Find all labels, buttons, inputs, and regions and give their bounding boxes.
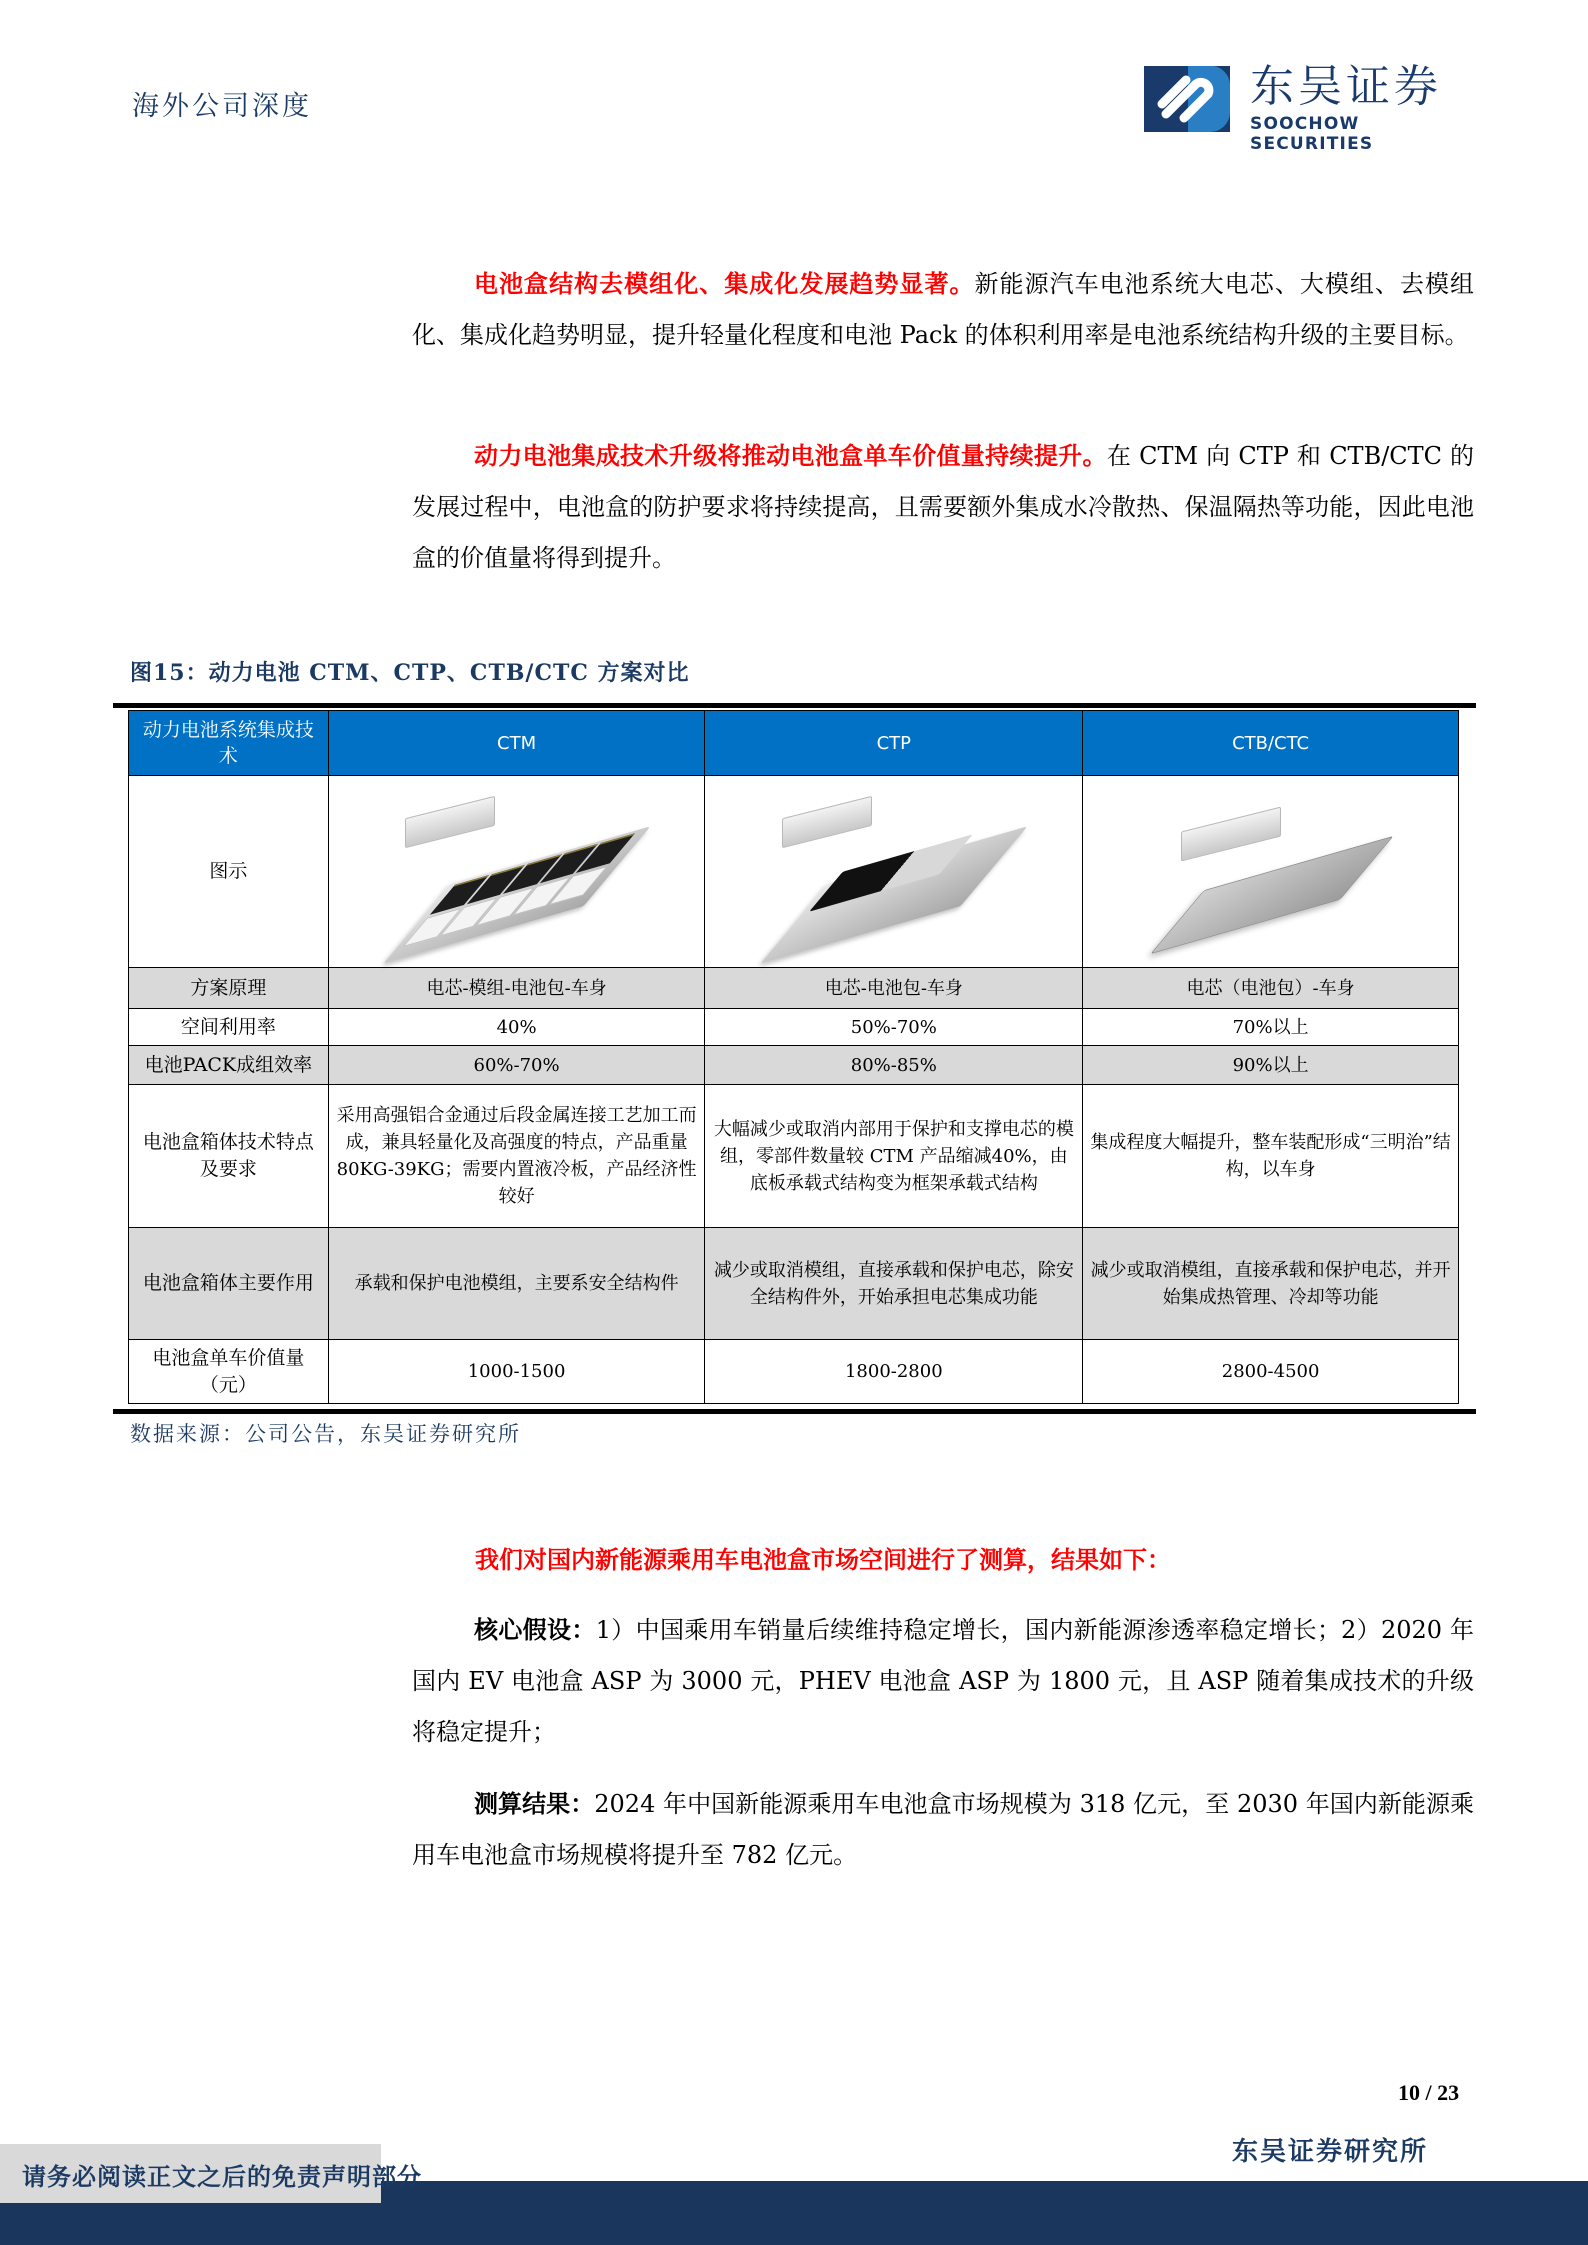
disclaimer-text: 请务必阅读正文之后的免责声明部分 [22,2162,422,2191]
row-label: 电池盒单车价值量（元） [129,1340,329,1404]
table-cell: 70%以上 [1083,1009,1459,1046]
row-label: 空间利用率 [129,1009,329,1046]
ctp-battery-illustration [764,797,1024,947]
table-cell: 减少或取消模组，直接承载和保护电芯，除安全结构件外，开始承担电芯集成功能 [705,1228,1083,1340]
paragraph-value-increase [412,430,1474,584]
soochow-logo-mark-icon [1144,64,1234,134]
table-header-row [129,711,1459,776]
page-number: 10 / 23 [1398,2080,1460,2105]
table-cell: 减少或取消模组，直接承载和保护电芯，并开始集成热管理、冷却等功能 [1083,1228,1459,1340]
row-label: 电池PACK成组效率 [129,1046,329,1085]
column-header: CTP [705,711,1083,776]
table-row [129,968,1459,1009]
report-section-title: 海外公司深度 [132,91,312,122]
table-row [129,1009,1459,1046]
table-cell: 50%-70% [705,1009,1083,1046]
paragraph-estimation-results [412,1778,1474,1881]
paragraph-text: 2024 年中国新能源乘用车电池盒市场规模为 318 亿元，至 2030 年国内新能源乘用车电池盒市场规模将提升至 782 亿元。 [412,1790,1475,1869]
table-cell: 大幅减少或取消内部用于保护和支撑电芯的模组，零部件数量较 CTM 产品缩减40%，由底板承载式结构变为框架承载式结构 [705,1085,1083,1228]
paragraph-label: 核心假设： [474,1615,596,1644]
paragraph-text: 在 CTM 向 CTP 和 CTB/CTC 的发展过程中，电池盒的防护要求将持续提高，且需要额外集成水冷散热、保温隔热等功能，因此电池盒的价值量将得到提升。 [412,442,1474,572]
battery-tray-shape [760,826,1027,963]
table-cell: 1000-1500 [328,1340,705,1404]
battery-lid-shape [1181,806,1281,861]
paragraph-text: 1）中国乘用车销量后续维持稳定增长，国内新能源渗透率稳定增长；2）2020 年国内 EV 电池盒 ASP 为 3000 元，PHEV 电池盒 ASP 为 1800 元，且 ASP 随着集成技术的升级将稳定提升； [412,1616,1475,1746]
table-cell: 承载和保护电池模组，主要系安全结构件 [328,1228,705,1340]
estimation-heading: 我们对国内新能源乘用车电池盒市场空间进行了测算，结果如下： [475,1545,1171,1574]
ctb-battery-illustration [1141,797,1401,947]
row-label: 电池盒箱体主要作用 [129,1228,329,1340]
table-cell: 采用高强铝合金通过后段金属连接工艺加工而成，兼具轻量化及高强度的特点，产品重量80KG-39KG；需要内置液冷板，产品经济性较好 [328,1085,705,1228]
battery-lid-shape [405,795,495,847]
row-label: 图示 [129,776,329,968]
column-header: CTB/CTC [1083,711,1459,776]
table-row [129,1228,1459,1340]
table-row [129,1046,1459,1085]
table-cell-image [328,776,705,968]
figure-source: 数据来源：公司公告，东吴证券研究所 [130,1422,521,1446]
table-row [129,1085,1459,1228]
row-label: 方案原理 [129,968,329,1009]
footer-org-name: 东吴证券研究所 [1232,2137,1429,2167]
table-cell: 80%-85% [705,1046,1083,1085]
figure-top-rule [113,703,1476,708]
table-cell-image [705,776,1083,968]
table-cell: 90%以上 [1083,1046,1459,1085]
table-cell: 电芯-电池包-车身 [705,968,1083,1009]
table-row [129,1340,1459,1404]
table-cell: 1800-2800 [705,1340,1083,1404]
paragraph-lead: 动力电池集成技术升级将推动电池盒单车价值量持续提升。 [474,441,1107,470]
paragraph-core-assumptions [412,1604,1474,1758]
column-header: CTM [328,711,705,776]
table-cell: 电芯-模组-电池包-车身 [328,968,705,1009]
paragraph-label: 测算结果： [474,1789,595,1818]
figure-bottom-rule [113,1409,1476,1414]
table-cell: 集成程度大幅提升，整车装配形成“三明治”结构，以车身 [1083,1085,1459,1228]
paragraph-structure-trend [412,258,1474,361]
table-cell: 60%-70% [328,1046,705,1085]
table-cell: 40% [328,1009,705,1046]
table-cell-image [1083,776,1459,968]
soochow-logo [1140,60,1480,154]
paragraph-lead: 电池盒结构去模组化、集成化发展趋势显著。 [474,269,975,298]
logo-name-en: SOOCHOW SECURITIES [1250,114,1374,154]
table-cell: 2800-4500 [1083,1340,1459,1404]
logo-name-cn: 东吴证券 [1250,61,1442,112]
battery-modules-shape [403,833,635,947]
figure-title: 图15：动力电池 CTM、CTP、CTB/CTC 方案对比 [130,660,690,686]
table-cell: 电芯（电池包）-车身 [1083,968,1459,1009]
battery-lid-shape [782,795,872,847]
comparison-table [128,710,1459,1404]
ctm-battery-illustration [387,797,647,947]
column-header: 动力电池系统集成技术 [129,711,329,776]
table-row [129,776,1459,968]
paragraph-text: 新能源汽车电池系统大电芯、大模组、去模组化、集成化趋势明显，提升轻量化程度和电池 Pack 的体积利用率是电池系统结构升级的主要目标。 [412,270,1475,349]
row-label: 电池盒箱体技术特点及要求 [129,1085,329,1228]
